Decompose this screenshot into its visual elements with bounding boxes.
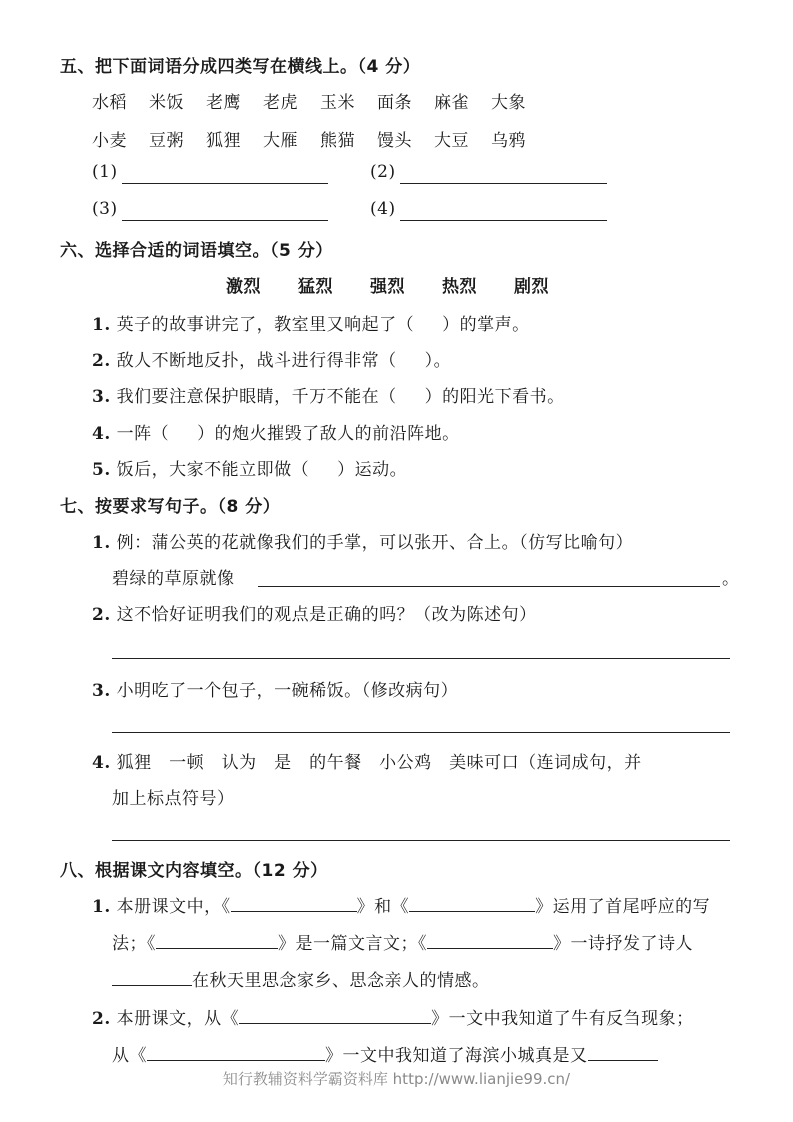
word: 乌鸦: [491, 131, 526, 151]
question-8-2-line-2: [112, 1041, 658, 1066]
item-number: 3.: [92, 387, 111, 407]
section-6-title: 六、选择合适的词语填空。（5 分）: [60, 241, 333, 261]
question-text: 本册课文中，《: [116, 897, 231, 917]
item-number: 3.: [92, 681, 111, 701]
word: 老鹰: [206, 93, 241, 113]
blank[interactable]: [588, 1046, 658, 1061]
question-text: 在秋天里思念家乡、思念亲人的情感。: [192, 971, 490, 991]
question-8-1-line-1: [92, 892, 710, 917]
blank[interactable]: [147, 1046, 325, 1061]
question-text: 狐狸 一顿 认为 是 的午餐 小公鸡 美味可口（连词成句，并: [116, 753, 642, 773]
question-text: 》一文中我知道了海滨小城真是又: [325, 1046, 588, 1066]
fill-item-3: [92, 382, 565, 407]
question-7-2: [92, 600, 537, 625]
question-7-1: [92, 528, 633, 553]
word: 大象: [491, 93, 526, 113]
word: 豆粥: [149, 131, 184, 151]
word: 米饭: [149, 93, 184, 113]
answer-line-7-2[interactable]: [112, 658, 730, 659]
item-number: 1.: [92, 315, 111, 335]
fill-item-4: [92, 419, 460, 444]
blank[interactable]: [231, 897, 357, 912]
item-number: 2.: [92, 605, 111, 625]
blank-label-4: (4): [370, 199, 396, 219]
blank[interactable]: [239, 1009, 431, 1024]
word: 老虎: [263, 93, 298, 113]
question-8-1-line-2: [112, 929, 693, 954]
option: 猛烈: [298, 277, 333, 297]
item-number: 4.: [92, 753, 111, 773]
word: 玉米: [320, 93, 355, 113]
question-text: 这不恰好证明我们的观点是正确的吗？（改为陈述句）: [116, 605, 537, 625]
answer-line-4[interactable]: [400, 220, 607, 221]
blank[interactable]: [156, 934, 278, 949]
item-text: 英子的故事讲完了，教室里又响起了（: [116, 315, 415, 335]
blank-label-3: (3): [92, 199, 118, 219]
word-row-2: [92, 126, 548, 151]
question-7-1-prompt: 碧绿的草原就像: [112, 569, 235, 589]
question-text: 》是一篇文言文；《: [278, 934, 427, 954]
answer-line-7-1[interactable]: [258, 586, 720, 587]
blank[interactable]: [409, 897, 535, 912]
option: 剧烈: [514, 277, 549, 297]
question-text: 例：蒲公英的花就像我们的手掌，可以张开、合上。（仿写比喻句）: [116, 533, 634, 553]
item-number: 1.: [92, 533, 111, 553]
question-8-2-line-1: [92, 1004, 694, 1029]
answer-line-1[interactable]: [122, 183, 328, 184]
fill-item-1: [92, 310, 530, 335]
item-number: 1.: [92, 897, 111, 917]
item-number: 2.: [92, 1009, 111, 1029]
option: 热烈: [442, 277, 477, 297]
question-7-4-cont: 加上标点符号）: [112, 789, 235, 809]
blank-label-1: (1): [92, 162, 118, 182]
blank-label-2: (2): [370, 162, 396, 182]
item-text: 敌人不断地反扑，战斗进行得非常（: [116, 351, 397, 371]
question-text: 》和《: [356, 897, 410, 917]
answer-line-2[interactable]: [400, 183, 607, 184]
item-text: 我们要注意保护眼睛，千万不能在（: [116, 387, 397, 407]
item-text: ）。: [424, 351, 452, 371]
question-text: 本册课文，从《: [116, 1009, 240, 1029]
item-text: 一阵（: [116, 424, 170, 444]
period: 。: [722, 569, 740, 589]
word: 面条: [377, 93, 412, 113]
word: 馒头: [377, 131, 412, 151]
question-text: 》运用了首尾呼应的写: [535, 897, 711, 917]
question-text: 从《: [112, 1046, 147, 1066]
word: 大豆: [434, 131, 469, 151]
question-text: 小明吃了一个包子，一碗稀饭。（修改病句）: [116, 681, 459, 701]
option: 强烈: [370, 277, 405, 297]
question-text: 法；《: [112, 934, 156, 954]
fill-item-2: [92, 346, 451, 371]
question-text: 》一诗抒发了诗人: [553, 934, 693, 954]
item-text: ）运动。: [337, 460, 408, 480]
word-row-1: [92, 88, 548, 113]
option: 激烈: [226, 277, 261, 297]
word: 小麦: [92, 131, 127, 151]
item-text: 饭后，大家不能立即做（: [116, 460, 310, 480]
answer-line-3[interactable]: [122, 220, 328, 221]
item-number: 5.: [92, 460, 111, 480]
item-number: 4.: [92, 424, 111, 444]
answer-line-7-3[interactable]: [112, 732, 730, 733]
word: 熊猫: [320, 131, 355, 151]
item-number: 2.: [92, 351, 111, 371]
question-7-3: [92, 676, 458, 701]
word: 麻雀: [434, 93, 469, 113]
item-text: ）的掌声。: [442, 315, 530, 335]
blank[interactable]: [112, 971, 192, 986]
item-text: ）的阳光下看书。: [424, 387, 565, 407]
blank[interactable]: [427, 934, 553, 949]
section-8-title: 八、根据课文内容填空。（12 分）: [60, 861, 328, 881]
question-7-4: [92, 748, 642, 773]
section-7-title: 七、按要求写句子。（8 分）: [60, 497, 281, 517]
footer-watermark: 知行教辅资料学霸资料库 http://www.lianjie99.cn/: [222, 1070, 571, 1088]
options-row: [226, 272, 586, 297]
question-text: 》一文中我知道了牛有反刍现象；: [431, 1009, 694, 1029]
answer-line-7-4[interactable]: [112, 840, 730, 841]
item-text: ）的炮火摧毁了敌人的前沿阵地。: [197, 424, 460, 444]
fill-item-5: [92, 455, 407, 480]
word: 大雁: [263, 131, 298, 151]
word: 狐狸: [206, 131, 241, 151]
question-8-1-line-3: [112, 966, 490, 991]
word: 水稻: [92, 93, 127, 113]
section-5-title: 五、把下面词语分成四类写在横线上。（4 分）: [60, 57, 421, 77]
